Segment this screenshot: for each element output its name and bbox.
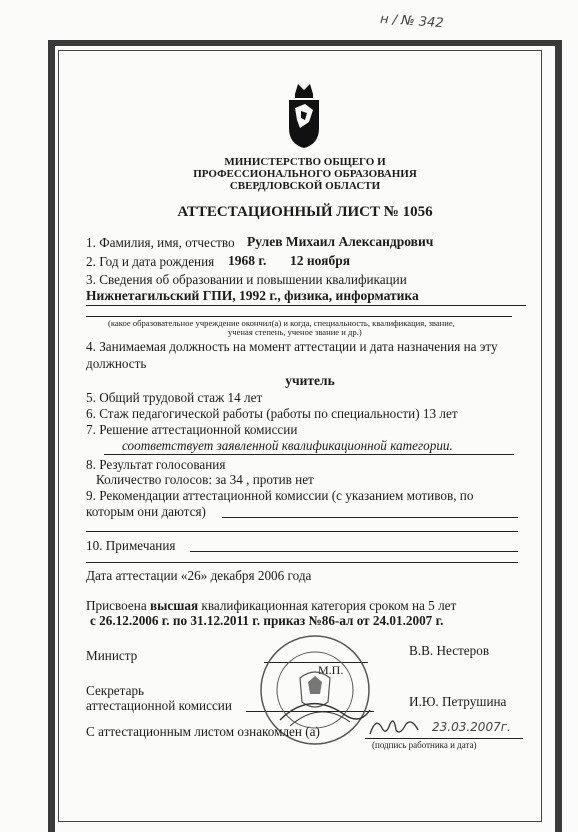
secretary-name: И.Ю. Петрушина xyxy=(409,694,507,709)
minister-label: Министр xyxy=(86,648,138,663)
item-3-value: Нижнетагильский ГПИ, 1992 г., физика, информатика xyxy=(86,288,419,303)
ministry-line-3: СВЕРДЛОВСКОЙ ОБЛАСТИ xyxy=(229,180,381,192)
item-1-label: 1. Фамилия, имя, отчество xyxy=(86,235,235,250)
item-6: 6. Стаж педагогической работы (работы по специальности) 13 лет xyxy=(86,406,458,421)
secretary-label-2: аттестационной комиссии xyxy=(86,698,232,713)
seal-mp-label: М.П. xyxy=(318,663,344,677)
document-title: АТТЕСТАЦИОННЫЙ ЛИСТ № 1056 xyxy=(177,204,433,220)
secretary-label-1: Секретарь xyxy=(86,683,145,698)
item-7-value: соответствует заявленной квалификационной категории. xyxy=(122,438,453,453)
item-2-label: 2. Год и дата рождения xyxy=(86,254,215,269)
item-8-value: Количество голосов: за 34 , против нет xyxy=(96,472,314,487)
minister-name: В.В. Нестеров xyxy=(409,643,490,658)
item-7-underline xyxy=(104,454,514,455)
item-9-line-2: которым они даются) xyxy=(86,504,206,519)
coat-of-arms-emblem xyxy=(283,78,325,150)
assigned-prefix: Присвоена xyxy=(86,598,147,613)
item-9-line-1: 9. Рекомендации аттестационной комиссии (с указанием мотивов, по xyxy=(86,488,474,503)
item-1-value: Рулев Михаил Александрович xyxy=(247,234,434,249)
ministry-line-1: МИНИСТЕРСТВО ОБЩЕГО И xyxy=(224,156,386,168)
item-3-label: 3. Сведения об образовании и повышении квалификации xyxy=(86,272,407,287)
attestation-date: Дата аттестации «26» декабря 2006 года xyxy=(86,568,312,583)
item-4-value: учитель xyxy=(285,373,335,388)
item-3-hint-2: ученая степень, ученое звание и др.) xyxy=(228,327,362,337)
item-9-underline-2 xyxy=(86,531,518,532)
acknowledgment-label: С аттестационным листом ознакомлен (а) xyxy=(86,724,320,739)
employee-signature-date: 23.03.2007г. xyxy=(432,720,511,734)
item-5: 5. Общий трудовой стаж 14 лет xyxy=(86,390,263,405)
item-9-underline xyxy=(222,517,518,518)
assigned-period: с 26.12.2006 г. по 31.12.2011 г. приказ №86-ал от 24.01.2007 г. xyxy=(90,613,444,628)
item-10-underline-2 xyxy=(86,562,518,563)
item-3-underline-2 xyxy=(86,316,512,317)
item-7: 7. Решение аттестационной комиссии xyxy=(86,422,298,437)
assigned-line xyxy=(86,598,456,614)
assigned-rest: квалификационная категория сроком на 5 лет xyxy=(201,598,457,613)
item-10-underline xyxy=(190,551,518,552)
ministry-line-2: ПРОФЕССИОНАЛЬНОГО ОБРАЗОВАНИЯ xyxy=(193,168,417,180)
item-2-value-date: 12 ноября xyxy=(290,253,351,268)
item-8: 8. Результат голосования xyxy=(86,457,226,472)
item-4-line-1: 4. Занимаемая должность на момент аттестации и дата назначения на эту xyxy=(86,339,498,354)
item-3-hint-1: (какое образовательное учреждение окончил(а) и когда, специальность, квалификация, звание, xyxy=(108,318,455,328)
assigned-level: высшая xyxy=(149,598,199,613)
handwritten-note: н / № 342 xyxy=(379,11,445,32)
employee-signature xyxy=(366,714,426,740)
item-2-value: 1968 г. xyxy=(228,253,267,268)
acknowledgment-hint: (подпись работника и дата) xyxy=(372,740,477,750)
item-4-line-2: должность xyxy=(86,356,147,371)
item-10: 10. Примечания xyxy=(86,538,176,553)
item-3-underline xyxy=(86,305,526,306)
